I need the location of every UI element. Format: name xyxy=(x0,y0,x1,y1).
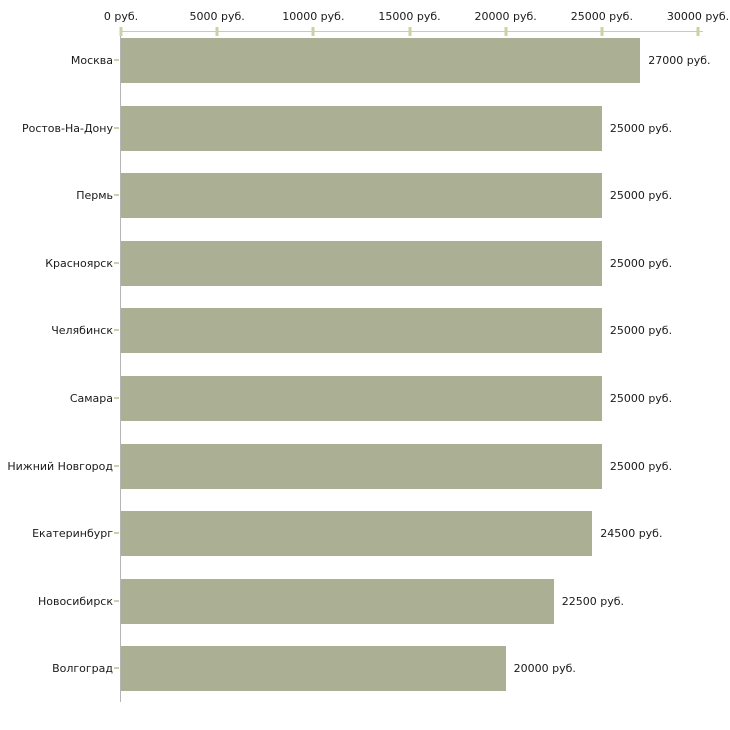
bar-row xyxy=(0,444,730,489)
category-tick-mark xyxy=(114,194,119,196)
bar-row xyxy=(0,106,730,151)
x-axis-tick-label: 20000 руб. xyxy=(474,10,537,23)
bar xyxy=(121,173,602,218)
x-axis-tick-label: 25000 руб. xyxy=(570,10,633,23)
category-label: Волгоград xyxy=(52,662,113,676)
category-tick-mark xyxy=(114,397,119,399)
value-label: 25000 руб. xyxy=(609,459,673,473)
bar-row xyxy=(0,241,730,286)
x-axis-tick-mark xyxy=(216,27,219,36)
bar-row xyxy=(0,38,730,83)
bar xyxy=(121,511,592,556)
value-label: 25000 руб. xyxy=(609,121,673,135)
bar xyxy=(121,38,640,83)
x-axis-tick-label: 30000 руб. xyxy=(666,10,730,23)
category-label: Челябинск xyxy=(51,324,113,338)
bar-row xyxy=(0,511,730,556)
value-label: 22500 руб. xyxy=(561,594,625,608)
value-label: 25000 руб. xyxy=(609,189,673,203)
x-axis-tick-label: 15000 руб. xyxy=(378,10,441,23)
bar xyxy=(121,646,506,691)
bar-row xyxy=(0,579,730,624)
value-label: 25000 руб. xyxy=(609,324,673,338)
x-axis-line xyxy=(121,31,703,32)
value-label: 20000 руб. xyxy=(513,662,576,676)
bar xyxy=(121,106,602,151)
category-label: Красноярск xyxy=(45,256,113,270)
category-tick-mark xyxy=(114,59,119,61)
category-tick-mark xyxy=(114,329,119,331)
x-axis-tick-mark xyxy=(504,27,507,36)
category-label: Екатеринбург xyxy=(32,527,113,541)
value-label: 27000 руб. xyxy=(648,54,711,67)
category-label: Ростов-На-Дону xyxy=(21,121,113,135)
bar-row xyxy=(0,376,730,421)
bar xyxy=(121,308,602,353)
category-label: Пермь xyxy=(76,189,113,203)
bar-row xyxy=(0,173,730,218)
bar xyxy=(121,444,602,489)
category-tick-mark xyxy=(114,465,119,467)
bar-row xyxy=(0,646,730,691)
x-axis-tick-mark xyxy=(600,27,603,36)
category-label: Самара xyxy=(69,392,113,405)
x-axis-tick-label: 5000 руб. xyxy=(189,10,245,23)
value-label: 24500 руб. xyxy=(600,527,663,541)
category-tick-mark xyxy=(114,667,119,669)
x-axis-tick-mark xyxy=(120,27,123,36)
bar xyxy=(121,579,554,624)
x-axis-tick-mark xyxy=(408,27,411,36)
category-tick-mark xyxy=(114,127,119,129)
value-label: 25000 руб. xyxy=(609,256,673,270)
category-tick-mark xyxy=(114,600,119,602)
bar-row xyxy=(0,308,730,353)
x-axis-tick-label: 0 руб. xyxy=(103,10,139,23)
category-tick-mark xyxy=(114,532,119,534)
category-label: Нижний Новгород xyxy=(7,459,113,473)
category-tick-mark xyxy=(114,262,119,264)
value-label: 25000 руб. xyxy=(609,392,673,405)
x-axis-tick-mark xyxy=(312,27,315,36)
bar xyxy=(121,376,602,421)
x-axis-tick-mark xyxy=(697,27,700,36)
bar xyxy=(121,241,602,286)
category-label: Москва xyxy=(70,54,113,67)
category-label: Новосибирск xyxy=(37,594,113,608)
x-axis-tick-label: 10000 руб. xyxy=(282,10,345,23)
